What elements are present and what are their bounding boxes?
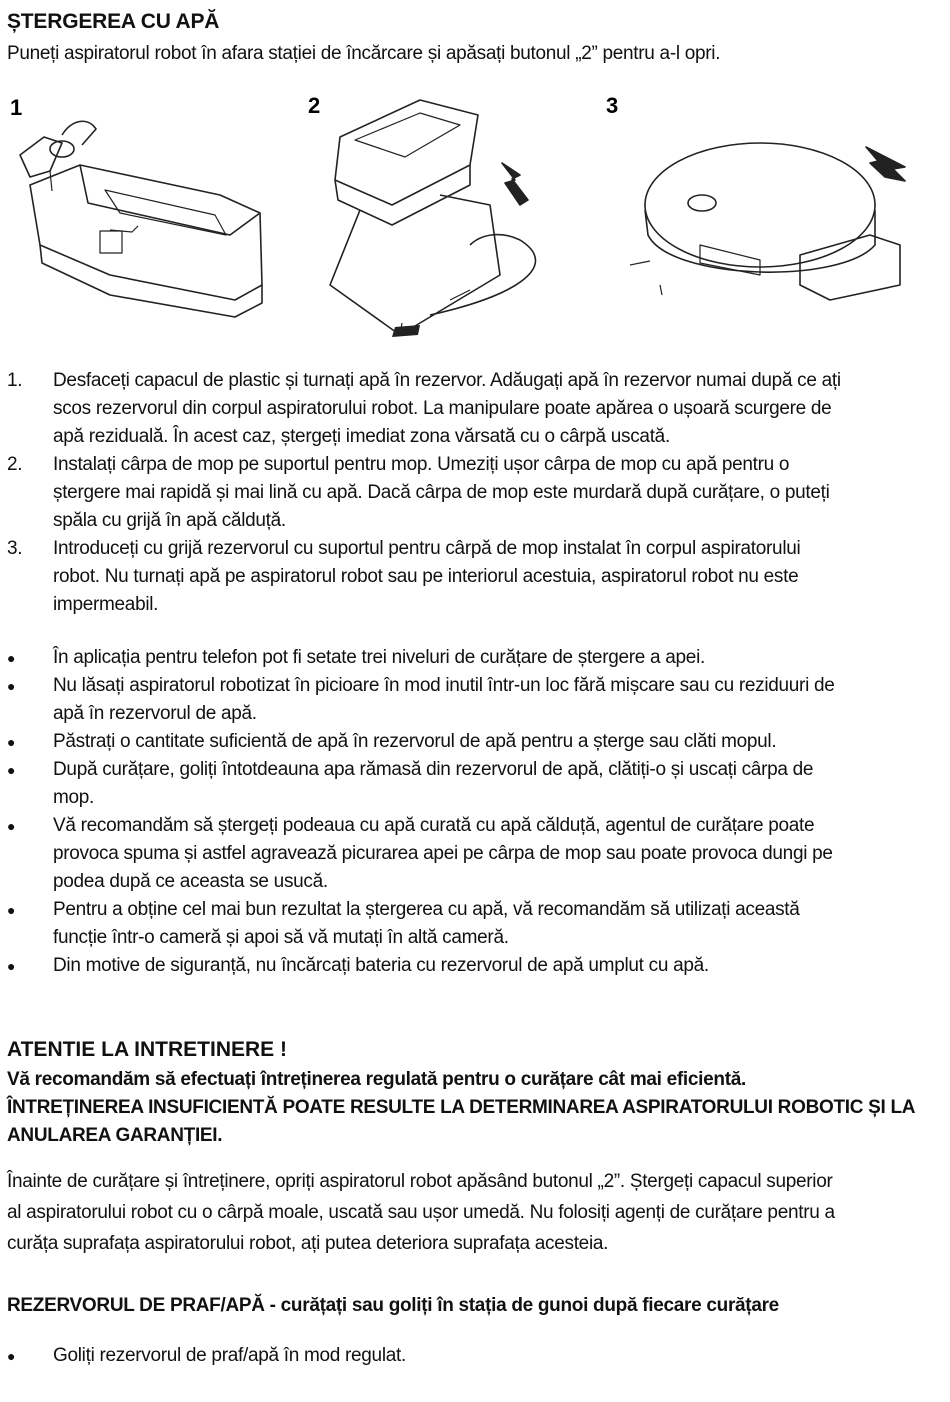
figure-2-mop-holder-illustration (330, 100, 536, 337)
step-text-line: ștergere mai rapidă și mai lină cu apă. Dacă cârpa de mop este murdară după curățare, o puteți (53, 482, 830, 503)
bullet-icon: ● (7, 902, 16, 918)
maintenance-bold-line: Vă recomandăm să efectuați întreținerea regulată pentru o curățare cât mai eficientă. (7, 1069, 747, 1090)
bullet-icon: ● (7, 678, 16, 694)
list-item (0, 672, 950, 728)
bullet-text-line: apă în rezervorul de apă. (53, 703, 257, 724)
step-text-line: Desfaceți capacul de plastic și turnați apă în rezervor. Adăugați apă în rezervor numai după ce ați (53, 370, 841, 391)
maintenance-paragraph-line: curăța suprafața aspiratorului robot, ați putea deteriora suprafața acesteia. (7, 1233, 609, 1254)
bullet-text-line: Vă recomandăm să ștergeți podeaua cu apă curată cu apă călduță, agentul de curățare poate (53, 815, 815, 836)
step-text-line: robot. Nu turnați apă pe aspiratorul robot sau pe interiorul acestuia, aspiratorul robot nu este (53, 566, 799, 587)
bullet-text-line: Din motive de siguranță, nu încărcați bateria cu rezervorul de apă umplut cu apă. (53, 955, 709, 976)
bullet-text-line: După curățare, goliți întotdeauna apa rămasă din rezervorul de apă, clătiți-o și uscați cârpa de (53, 759, 814, 780)
step-number: 2. (7, 454, 23, 475)
bullet-text-line: Goliți rezervorul de praf/apă în mod regulat. (53, 1345, 406, 1366)
section-title: ȘTERGEREA CU APĂ (7, 10, 220, 33)
list-item (0, 756, 950, 812)
steps-list (0, 367, 950, 619)
step-text-line: impermeabil. (53, 594, 159, 615)
list-item (0, 535, 950, 619)
bullet-icon: ● (7, 958, 16, 974)
bullet-text-line: În aplicația pentru telefon pot fi setate trei niveluri de curățare de ștergere a apei. (53, 647, 705, 668)
bullet-icon: ● (7, 1348, 16, 1364)
list-item (0, 728, 950, 756)
bullet-icon: ● (7, 818, 16, 834)
bullet-icon: ● (7, 734, 16, 750)
list-item (0, 644, 950, 672)
list-item (0, 812, 950, 896)
maintenance-bold-line: ÎNTREȚINEREA INSUFICIENTĂ POATE RESULTE LA DETERMINAREA ASPIRATORULUI ROBOTIC ȘI LA (7, 1097, 916, 1118)
step-text-line: scos rezervorul din corpul aspiratorului robot. La manipulare poate apărea o ușoară scurgere de (53, 398, 832, 419)
figure-1-tank-illustration (20, 121, 262, 317)
bullet-text-line: podea după ce aceasta se usucă. (53, 871, 328, 892)
step-text-line: apă reziduală. În acest caz, ștergeți imediat zona vărsată cu o cârpă uscată. (53, 426, 670, 447)
maintenance-bold-line: ANULAREA GARANȚIEI. (7, 1125, 223, 1146)
list-item (0, 1342, 950, 1370)
figure-number: 1 (10, 95, 23, 120)
list-item (0, 896, 950, 952)
step-text-line: Instalați cârpa de mop pe suportul pentru mop. Umeziți ușor cârpa de mop cu apă pentru o (53, 454, 790, 475)
list-item (0, 952, 950, 980)
bullet-text-line: Păstrați o cantitate suficientă de apă în rezervorul de apă pentru a șterge sau clăti mopul. (53, 731, 777, 752)
list-item (0, 451, 950, 535)
step-text-line: spăla cu grijă în apă călduță. (53, 510, 286, 531)
dust-tank-list (0, 1342, 950, 1370)
illustrations-svg (0, 85, 950, 350)
intro-text: Puneți aspiratorul robot în afara stației de încărcare și apăsați butonul „2” pentru a-l opri. (7, 43, 721, 64)
step-number: 1. (7, 370, 23, 391)
bullet-text-line: Nu lăsați aspiratorul robotizat în picioare în mod inutil într-un loc fără mișcare sau cu reziduuri de (53, 675, 835, 696)
bullet-text-line: funcție într-o cameră și apoi să vă mutați în altă cameră. (53, 927, 509, 948)
bullet-text-line: mop. (53, 787, 95, 808)
tips-list (0, 644, 950, 980)
dust-tank-title: REZERVORUL DE PRAF/APĂ - curățați sau goliți în stația de gunoi după fiecare curățare (7, 1295, 779, 1316)
maintenance-title: ATENTIE LA INTRETINERE ! (7, 1038, 287, 1061)
list-item (0, 367, 950, 451)
maintenance-paragraph-line: Înainte de curățare și întreținere, opriți aspiratorul robot apăsând butonul „2”. Ștergeți capacul superior (7, 1171, 833, 1192)
bullet-icon: ● (7, 762, 16, 778)
bullet-text-line: Pentru a obține cel mai bun rezultat la ștergerea cu apă, vă recomandăm să utilizați această (53, 899, 800, 920)
figure-number: 2 (308, 93, 321, 118)
maintenance-paragraph-line: al aspiratorului robot cu o cârpă moale, uscată sau ușor umedă. Nu folosiți agenți de curățare pentru a (7, 1202, 835, 1223)
figure-number: 3 (606, 93, 619, 118)
step-text-line: Introduceți cu grijă rezervorul cu suportul pentru cârpă de mop instalat în corpul aspiratorului (53, 538, 801, 559)
bullet-text-line: provoca spuma și astfel agravează picurarea apei pe cârpa de mop sau poate provoca dungi pe (53, 843, 833, 864)
illustrations (0, 85, 950, 350)
bullet-icon: ● (7, 650, 16, 666)
step-number: 3. (7, 538, 23, 559)
figure-3-robot-illustration (630, 143, 905, 300)
